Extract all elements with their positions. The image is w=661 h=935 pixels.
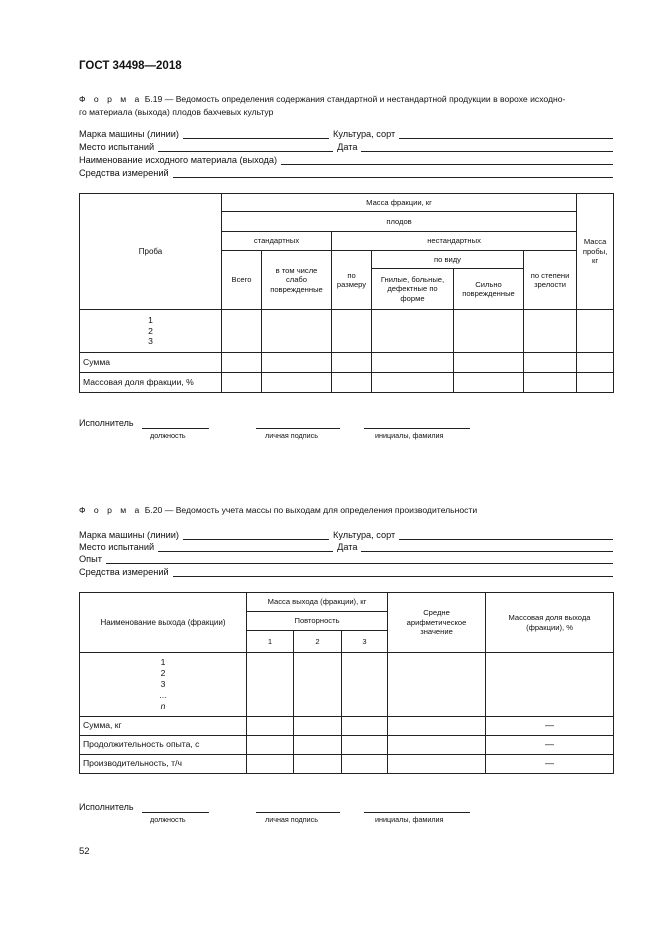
form19-caption-num: Б.19 [144,94,163,104]
col-sample-mass: Масса пробы, кг [577,194,614,310]
table-row [80,373,614,393]
row-sum-label: Сумма, кг [80,717,247,736]
row-numbers-cell [80,310,222,353]
cell[interactable] [332,353,372,373]
dash-cell: — [486,736,614,755]
form19-field-row-place [79,140,613,152]
form19-culture-label: Культура, сорт [332,129,396,139]
form20-place-input[interactable] [158,542,333,552]
cell[interactable] [372,310,454,353]
form20-caption-num: Б.20 [144,505,163,515]
cell[interactable] [577,373,614,393]
cell[interactable] [388,755,486,774]
col-mass-fraction: Масса фракции, кг [222,194,577,212]
form20-caption-prefix: Ф о р м а [79,505,143,515]
table-row [80,736,614,755]
form20-position-sub: должность [150,815,186,824]
form19-place-input[interactable] [158,142,333,152]
col-nonstandard: нестандартных [332,232,577,251]
form20-machine-label: Марка машины (линии) [79,530,179,540]
cell[interactable] [342,653,388,717]
cell[interactable] [262,310,332,353]
form20-field-row-tools [79,565,613,577]
form20-culture-input[interactable] [399,530,613,540]
cell[interactable] [342,736,388,755]
col-total: Всего [222,251,262,310]
table-row [80,653,614,717]
cell[interactable] [332,373,372,393]
cell[interactable] [454,373,524,393]
row-num: 1 [160,657,166,667]
cell[interactable] [388,717,486,736]
col-slightly-damaged: в том числе слабо поврежденные [262,251,332,310]
form19-signature-sub: личная подпись [265,431,318,440]
cell[interactable] [262,373,332,393]
cell[interactable] [222,353,262,373]
row-num: 3 [148,336,153,347]
col-average: Средне арифметическое значение [388,593,486,653]
form20-experiment-input[interactable] [106,554,613,564]
form20-initials-sub: инициалы, фамилия [375,815,444,824]
form19-material-input[interactable] [281,155,613,165]
row-num: 1 [148,315,153,326]
cell[interactable] [388,653,486,717]
row-num: 3 [160,679,166,689]
form19-caption-line2: го материала (выхода) плодов бахчевых культур [79,106,274,117]
col-rep-3: 3 [342,631,388,653]
document-header: ГОСТ 34498—2018 [79,60,182,72]
cell[interactable] [524,353,577,373]
col-output-name: Наименование выхода (фракции) [80,593,247,653]
form20-tools-label: Средства измерений [79,567,169,577]
table-row [80,310,614,353]
col-fruits: плодов [222,212,577,232]
cell[interactable] [454,353,524,373]
form19-machine-label: Марка машины (линии) [79,129,179,139]
form20-performer-label: Исполнитель [79,802,134,812]
form20-field-row-experiment [79,552,613,564]
col-mass-share: Массовая доля выхода (фракции), % [486,593,614,653]
col-maturity: по степени зрелости [524,251,577,310]
form20-machine-input[interactable] [183,530,329,540]
cell[interactable] [388,736,486,755]
cell[interactable] [332,310,372,353]
form19-field-row-material [79,153,613,165]
row-sum-label: Сумма [80,353,222,373]
form20-tools-input[interactable] [173,567,613,577]
form19-tools-label: Средства измерений [79,168,169,178]
form20-experiment-label: Опыт [79,554,102,564]
form19-field-row-tools [79,166,613,178]
cell[interactable] [342,717,388,736]
form19-date-input[interactable] [361,142,613,152]
form19-performer-label: Исполнитель [79,418,134,428]
cell[interactable] [294,653,342,717]
form19-field-row-machine [79,127,613,139]
form20-field-row-place [79,540,613,552]
form19-material-label: Наименование исходного материала (выхода) [79,155,278,165]
row-num: 2 [160,668,166,678]
cell[interactable] [372,373,454,393]
col-rep-1: 1 [247,631,294,653]
table-row [80,717,614,736]
cell[interactable] [454,310,524,353]
row-numbers-cell [80,653,247,717]
form19-initials-sub: инициалы, фамилия [375,431,444,440]
cell[interactable] [294,755,342,774]
table-row [80,755,614,774]
cell[interactable] [577,310,614,353]
form19-initials-line[interactable] [364,428,470,429]
cell[interactable] [247,736,294,755]
col-rotten: Гнилые, больные, дефектные по форме [372,269,454,310]
form20-caption [79,504,619,517]
form19-table [79,193,614,393]
cell[interactable] [262,353,332,373]
form20-date-label: Дата [337,542,358,552]
col-standard: стандартных [222,232,332,251]
form20-signature-sub: личная подпись [265,815,318,824]
table-row [80,353,614,373]
col-heavily-damaged: Сильно поврежденные [454,269,524,310]
form19-tools-input[interactable] [173,168,613,178]
form20-initials-line[interactable] [364,812,470,813]
cell[interactable] [222,373,262,393]
form20-place-label: Место испытаний [79,542,155,552]
form20-culture-label: Культура, сорт [332,530,396,540]
form19-date-label: Дата [337,142,358,152]
form20-position-line[interactable] [142,812,209,813]
form20-date-input[interactable] [361,542,613,552]
form19-caption-line1: — Ведомость определения содержания стандартной и нестандартной продукции в ворохе исходно- [162,94,566,104]
row-fraction-share-label: Массовая доля фракции, % [80,373,222,393]
row-num: 2 [148,325,153,336]
dash-cell: — [486,717,614,736]
col-repetition: Повторность [247,612,388,631]
col-by-size: по размеру [332,251,372,310]
cell[interactable] [294,717,342,736]
row-productivity-label: Производительность, т/ч [80,755,247,774]
form19-machine-input[interactable] [183,129,329,139]
cell[interactable] [577,353,614,373]
row-duration-label: Продолжительность опыта, с [80,736,247,755]
form20-field-row-machine [79,528,613,540]
form19-position-sub: должность [150,431,186,440]
row-num: n [160,701,166,711]
cell[interactable] [524,373,577,393]
form19-caption-prefix: Ф о р м а [79,94,143,104]
cell[interactable] [524,310,577,353]
row-num: ... [159,690,167,700]
form19-signature-line[interactable] [256,428,340,429]
form20-table [79,592,614,774]
form20-caption-line1: — Ведомость учета массы по выходам для определения производительности [162,505,478,515]
cell[interactable] [247,717,294,736]
form19-place-label: Место испытаний [79,142,155,152]
form19-caption [79,93,619,118]
page-number: 52 [79,846,90,857]
cell[interactable] [222,310,262,353]
cell[interactable] [247,755,294,774]
cell[interactable] [486,653,614,717]
form19-position-line[interactable] [142,428,209,429]
form20-signature-line[interactable] [256,812,340,813]
cell[interactable] [294,736,342,755]
col-rep-2: 2 [294,631,342,653]
form19-culture-input[interactable] [399,129,613,139]
cell[interactable] [247,653,294,717]
cell[interactable] [372,353,454,373]
col-by-type: по виду [372,251,524,269]
cell[interactable] [342,755,388,774]
col-probe: Проба [80,194,222,310]
col-mass-output: Масса выхода (фракции), кг [247,593,388,612]
dash-cell: — [486,755,614,774]
